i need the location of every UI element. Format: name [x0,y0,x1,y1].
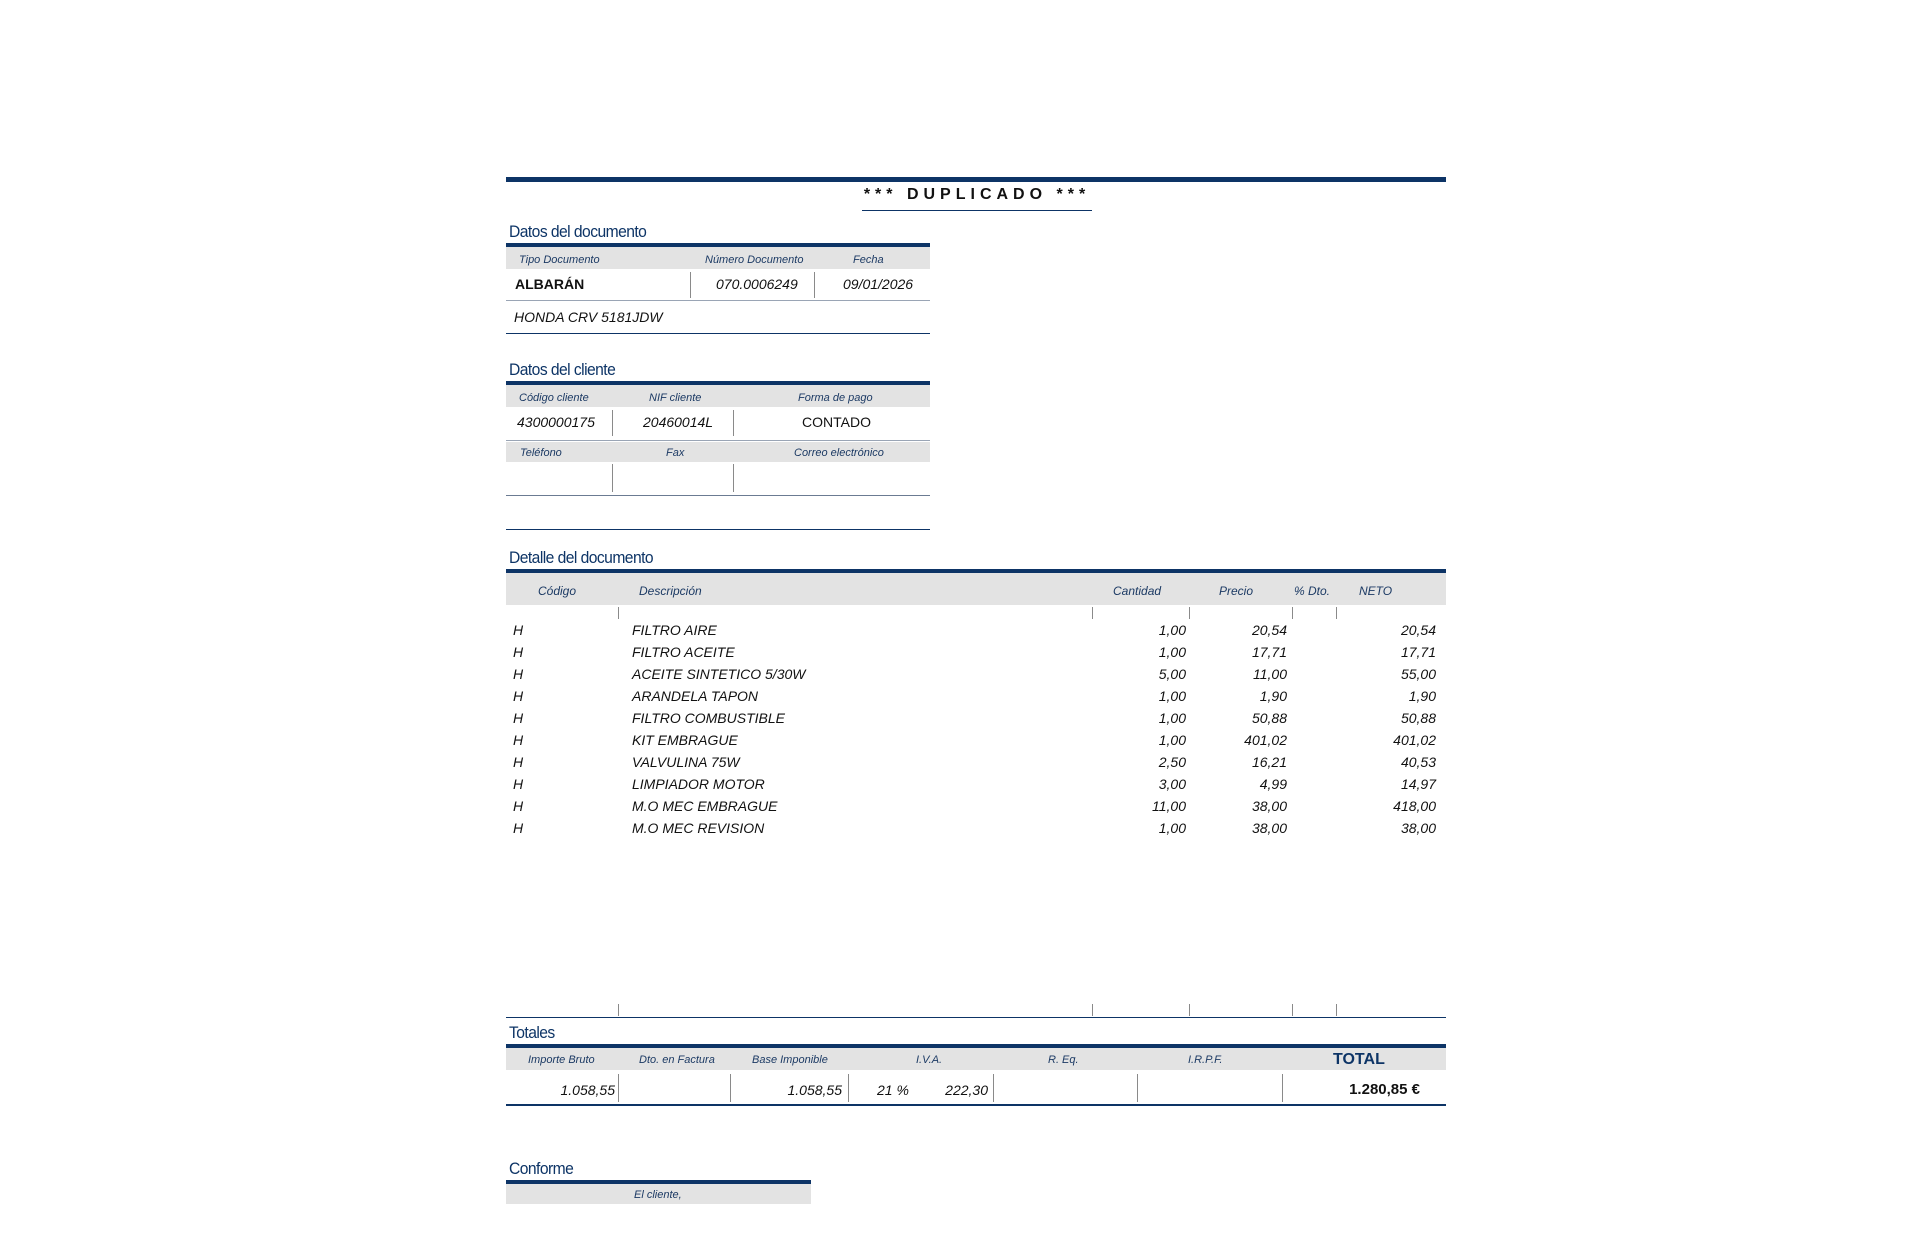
label-nif-cliente: NIF cliente [649,392,702,404]
totales-section-title: Totales [509,1023,555,1042]
totales-divider-1 [618,1074,619,1102]
row-cantidad: 3,00 [1158,776,1186,792]
row-neto: 14,97 [1400,776,1436,792]
row-precio: 38,00 [1251,798,1287,814]
totales-divider-3 [848,1074,849,1102]
header-neto: NETO [1359,584,1393,598]
row-cantidad: 1,00 [1158,644,1186,660]
totales-divider-6 [1282,1074,1283,1102]
row-codigo: H [513,710,524,726]
row-cantidad: 1,00 [1158,710,1186,726]
label-forma-pago: Forma de pago [798,392,873,404]
detalle-col-tick [618,607,619,619]
cliente-divider-4 [733,464,734,492]
row-codigo: H [513,798,524,814]
documento-section-title: Datos del documento [509,222,647,241]
cliente-section-title: Datos del cliente [509,360,616,379]
row-descripcion: M.O MEC EMBRAGUE [632,798,778,814]
tipo-documento-value: ALBARÁN [515,276,585,292]
row-precio: 11,00 [1253,666,1287,682]
detalle-col-tick [1092,1004,1093,1016]
detalle-col-tick [1292,1004,1293,1016]
detalle-col-tick [1092,607,1093,619]
cliente-divider-2 [733,410,734,436]
row-cantidad: 5,00 [1158,666,1186,682]
row-cantidad: 11,00 [1152,798,1186,814]
detalle-col-tick [1189,1004,1190,1016]
label-importe-bruto: Importe Bruto [528,1054,595,1066]
documento-row-divider [506,300,930,301]
label-correo: Correo electrónico [794,447,884,459]
row-cantidad: 1,00 [1158,688,1186,704]
row-precio: 16,21 [1251,754,1287,770]
row-descripcion: FILTRO AIRE [632,622,717,638]
row-cantidad: 1,00 [1158,622,1186,638]
row-descripcion: KIT EMBRAGUE [632,732,738,748]
row-cantidad: 2,50 [1158,754,1186,770]
documento-divider-2 [814,272,815,298]
row-precio: 20,54 [1251,622,1287,638]
label-iva: I.V.A. [916,1054,943,1066]
label-codigo-cliente: Código cliente [519,392,589,404]
row-descripcion: FILTRO COMBUSTIBLE [632,710,785,726]
row-cantidad: 1,00 [1158,732,1186,748]
row-codigo: H [513,732,524,748]
row-neto: 55,00 [1400,666,1436,682]
header-precio: Precio [1219,584,1254,598]
row-precio: 17,71 [1251,644,1287,660]
header-cantidad: Cantidad [1113,584,1162,598]
row-precio: 1,90 [1259,688,1287,704]
cliente-divider-1 [612,410,613,436]
base-imponible-value: 1.058,55 [787,1082,842,1098]
row-precio: 401,02 [1244,732,1287,748]
cliente-row-divider [506,440,930,441]
row-precio: 4,99 [1259,776,1287,792]
label-base-imponible: Base Imponible [752,1054,828,1066]
totales-divider-2 [730,1074,731,1102]
duplicado-banner [862,186,1092,204]
row-codigo: H [513,776,524,792]
label-el-cliente: El cliente, [634,1189,682,1201]
label-total: TOTAL [1333,1051,1385,1068]
label-fecha: Fecha [853,254,884,266]
row-neto: 38,00 [1400,820,1436,836]
detalle-col-tick [1336,1004,1337,1016]
iva-importe-value: 222,30 [945,1082,988,1098]
row-codigo: H [513,644,524,660]
label-irpf: I.R.P.F. [1188,1054,1223,1066]
detalle-col-tick [618,1004,619,1016]
cliente-bottom-rule [506,495,930,496]
row-codigo: H [513,820,524,836]
vehiculo-value: HONDA CRV 5181JDW [514,309,663,325]
row-precio: 38,00 [1251,820,1287,836]
row-neto: 20,54 [1400,622,1436,638]
row-neto: 50,88 [1400,710,1436,726]
row-descripcion: VALVULINA 75W [632,754,740,770]
label-telefono: Teléfono [520,447,562,459]
label-dto-factura: Dto. en Factura [639,1054,715,1066]
banner-underline [862,210,1092,211]
cliente-section-end-rule [506,529,930,530]
top-rule [506,177,1446,182]
row-precio: 50,88 [1251,710,1287,726]
label-req: R. Eq. [1048,1054,1079,1066]
cliente-divider-3 [612,464,613,492]
codigo-cliente-value: 4300000175 [517,414,595,430]
documento-divider-1 [690,272,691,298]
totales-divider-5 [1137,1074,1138,1102]
row-neto: 401,02 [1393,732,1436,748]
row-descripcion: LIMPIADOR MOTOR [632,776,765,792]
header-codigo: Código [538,584,577,598]
total-value: 1.280,85 € [1349,1081,1420,1098]
forma-pago-value: CONTADO [802,414,871,430]
duplicado-text: *** DUPLICADO *** [863,186,1091,203]
nif-cliente-value: 20460014L [643,414,714,430]
label-fax: Fax [666,447,685,459]
label-tipo-documento: Tipo Documento [519,254,600,266]
row-descripcion: ARANDELA TAPON [632,688,759,704]
row-cantidad: 1,00 [1158,820,1186,836]
documento-bottom-rule [506,333,930,334]
row-descripcion: FILTRO ACEITE [632,644,735,660]
totales-bottom-rule [506,1104,1446,1106]
row-neto: 1,90 [1408,688,1436,704]
conforme-section-title: Conforme [509,1159,574,1178]
label-numero-documento: Número Documento [705,254,804,266]
header-descripcion: Descripción [639,584,702,598]
row-neto: 418,00 [1393,798,1436,814]
numero-documento-value: 070.0006249 [716,276,798,292]
totales-divider-4 [993,1074,994,1102]
detalle-col-tick [1292,607,1293,619]
row-neto: 17,71 [1400,644,1436,660]
detalle-bottom-rule [506,1017,1446,1018]
row-descripcion: M.O MEC REVISION [632,820,765,836]
row-descripcion: ACEITE SINTETICO 5/30W [632,666,806,682]
row-codigo: H [513,688,524,704]
row-codigo: H [513,622,524,638]
row-codigo: H [513,754,524,770]
iva-porcentaje-value: 21 % [877,1082,909,1098]
detalle-col-tick [1336,607,1337,619]
fecha-value: 09/01/2026 [843,276,914,292]
detalle-col-tick [1189,607,1190,619]
row-codigo: H [513,666,524,682]
importe-bruto-value: 1.058,55 [560,1082,615,1098]
header-dto: % Dto. [1294,584,1331,598]
row-neto: 40,53 [1400,754,1436,770]
detalle-section-title: Detalle del documento [509,548,654,567]
